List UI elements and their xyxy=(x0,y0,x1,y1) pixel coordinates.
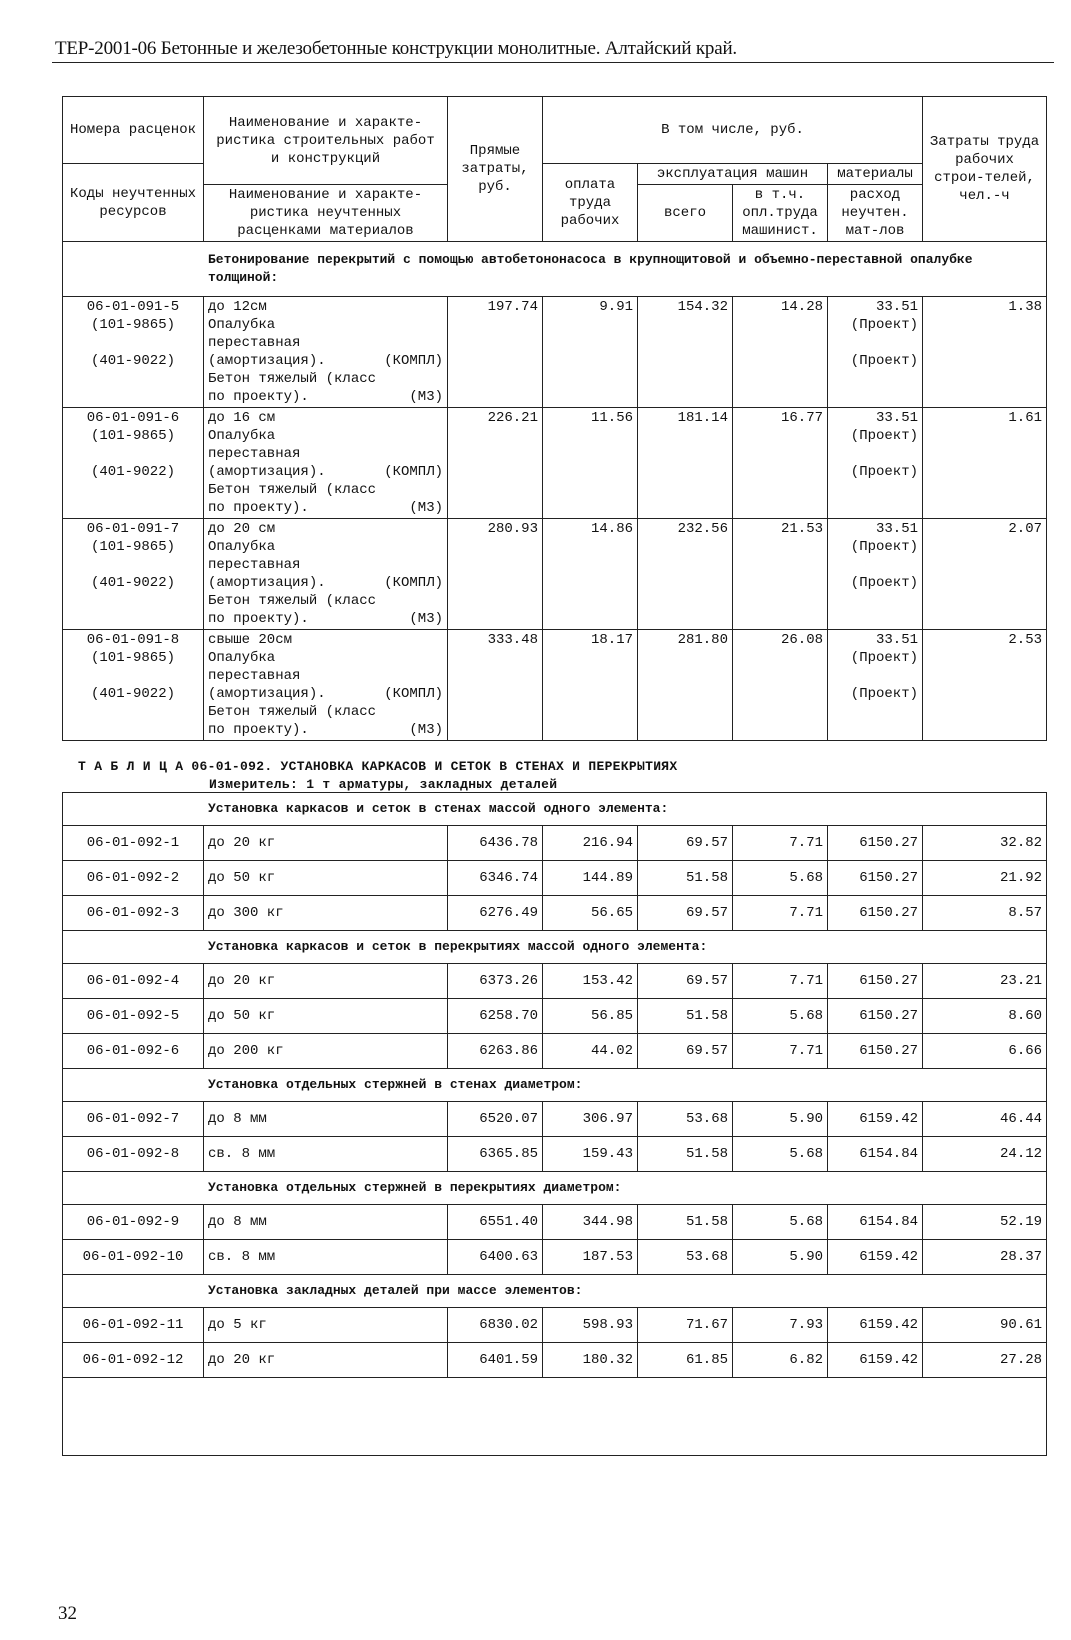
material-name: Бетон тяжелый (класс по проекту). xyxy=(208,593,377,627)
material-line xyxy=(208,649,443,703)
table-row xyxy=(63,519,1047,630)
table2-title-block xyxy=(78,758,678,794)
value-mach-pay: 26.08 xyxy=(733,630,828,741)
materials-cell xyxy=(828,408,923,519)
col-machines-total-header: всего xyxy=(638,185,733,242)
value-mat: 6150.27 xyxy=(828,964,923,999)
rate-code: 06-01-092-4 xyxy=(63,964,204,999)
value-mach: 232.56 xyxy=(638,519,733,630)
value-direct: 6400.63 xyxy=(448,1240,543,1275)
work-name: св. 8 мм xyxy=(204,1137,448,1172)
value-labor: 21.92 xyxy=(923,861,1047,896)
value-mach-pay: 5.90 xyxy=(733,1102,828,1137)
materials-cell xyxy=(828,519,923,630)
value-mach: 154.32 xyxy=(638,297,733,408)
section-row xyxy=(63,793,1047,826)
table-row xyxy=(63,1240,1047,1275)
table-row xyxy=(63,408,1047,519)
value-mach: 69.57 xyxy=(638,826,733,861)
value-pay: 56.85 xyxy=(543,999,638,1034)
resource-code: (401-9022) xyxy=(90,353,175,369)
rate-code: 06-01-092-12 xyxy=(63,1343,204,1378)
value-mat: 6159.42 xyxy=(828,1240,923,1275)
spacer xyxy=(832,667,918,685)
resource-code: (101-9865) xyxy=(90,317,175,333)
value-mat: 6150.27 xyxy=(828,999,923,1034)
rate-code: 06-01-092-7 xyxy=(63,1102,204,1137)
resource-code: (101-9865) xyxy=(90,539,175,555)
value-mach-pay: 7.71 xyxy=(733,826,828,861)
table-row xyxy=(63,964,1047,999)
value-mach: 69.57 xyxy=(638,896,733,931)
empty-cell xyxy=(63,1378,1047,1456)
material-line xyxy=(208,370,443,406)
work-name: до 20 см xyxy=(208,521,276,537)
value-mach: 53.68 xyxy=(638,1240,733,1275)
value-labor: 1.38 xyxy=(923,297,1047,408)
material-line xyxy=(208,703,443,739)
table1-section-row xyxy=(63,242,1047,297)
value-direct: 6365.85 xyxy=(448,1137,543,1172)
value-pay: 9.91 xyxy=(543,297,638,408)
value-labor: 28.37 xyxy=(923,1240,1047,1275)
value-mat: 6154.84 xyxy=(828,1205,923,1240)
value-mach-pay: 5.68 xyxy=(733,861,828,896)
value-mat: 6159.42 xyxy=(828,1308,923,1343)
spacer xyxy=(67,556,199,574)
table-row xyxy=(63,1102,1047,1137)
value-direct: 6436.78 xyxy=(448,826,543,861)
material-name: Опалубка переставная (амортизация). xyxy=(208,650,326,702)
value-labor: 23.21 xyxy=(923,964,1047,999)
value-mach: 51.58 xyxy=(638,1205,733,1240)
header-rule xyxy=(52,62,1054,63)
table-row xyxy=(63,826,1047,861)
work-name: до 8 мм xyxy=(204,1102,448,1137)
value-mach-pay: 7.71 xyxy=(733,964,828,999)
work-name: до 20 кг xyxy=(204,964,448,999)
value-direct: 333.48 xyxy=(448,630,543,741)
material-name: Бетон тяжелый (класс по проекту). xyxy=(208,371,377,405)
value-mat: 33.51 xyxy=(876,632,919,648)
table2-title: Т А Б Л И Ц А 06-01-092. УСТАНОВКА КАРКАСОВ И СЕТОК В СТЕНАХ И ПЕРЕКРЫТИЯХ xyxy=(78,759,678,774)
rate-code: 06-01-092-6 xyxy=(63,1034,204,1069)
rate-code-cell xyxy=(63,630,204,741)
table-row xyxy=(63,896,1047,931)
work-name: до 5 кг xyxy=(204,1308,448,1343)
value-mach-pay: 16.77 xyxy=(733,408,828,519)
running-header: ТЕР-2001-06 Бетонные и железобетонные конструкции монолитные. Алтайский край. xyxy=(55,38,737,59)
material-name: Опалубка переставная (амортизация). xyxy=(208,539,326,591)
value-direct: 280.93 xyxy=(448,519,543,630)
section-row xyxy=(63,931,1047,964)
col-machines-header: эксплуатация машин xyxy=(638,164,828,185)
value-mat: 6159.42 xyxy=(828,1343,923,1378)
col-including-header: В том числе, руб. xyxy=(543,97,923,164)
material-unit: (КОМПЛ) xyxy=(384,575,443,591)
value-labor: 2.53 xyxy=(923,630,1047,741)
table-row xyxy=(63,1205,1047,1240)
value-mach-pay: 21.53 xyxy=(733,519,828,630)
work-name-cell xyxy=(204,297,448,408)
value-labor: 8.57 xyxy=(923,896,1047,931)
spacer xyxy=(832,445,918,463)
value-mat: 33.51 xyxy=(876,521,919,537)
section-title: Установка отдельных стержней в стенах диаметром: xyxy=(63,1069,1047,1102)
rate-code: 06-01-092-11 xyxy=(63,1308,204,1343)
value-mach-pay: 7.71 xyxy=(733,1034,828,1069)
value-labor: 2.07 xyxy=(923,519,1047,630)
section-title: Установка каркасов и сеток в перекрытиях массой одного элемента: xyxy=(63,931,1047,964)
value-labor: 90.61 xyxy=(923,1308,1047,1343)
material-note: (Проект) xyxy=(850,650,919,666)
value-pay: 18.17 xyxy=(543,630,638,741)
materials-cell xyxy=(828,297,923,408)
value-mach-pay: 5.90 xyxy=(733,1240,828,1275)
value-direct: 6276.49 xyxy=(448,896,543,931)
section-row xyxy=(63,1069,1047,1102)
value-mach: 281.80 xyxy=(638,630,733,741)
rate-code: 06-01-092-5 xyxy=(63,999,204,1034)
rate-code: 06-01-091-5 xyxy=(86,299,180,315)
work-name: до 20 кг xyxy=(204,826,448,861)
col-machinist-pay-header: в т.ч. опл.труда машинист. xyxy=(733,185,828,242)
col-unaccounted-materials-header: Наименование и характе-ристика неучтенных расценками материалов xyxy=(204,185,448,242)
material-name: Опалубка переставная (амортизация). xyxy=(208,428,326,480)
value-mach: 51.58 xyxy=(638,999,733,1034)
material-line xyxy=(208,592,443,628)
table2-body xyxy=(63,793,1047,1456)
value-direct: 6520.07 xyxy=(448,1102,543,1137)
material-name: Бетон тяжелый (класс по проекту). xyxy=(208,482,377,516)
section-title: Установка закладных деталей при массе элементов: xyxy=(63,1275,1047,1308)
value-labor: 52.19 xyxy=(923,1205,1047,1240)
page-number: 32 xyxy=(58,1603,77,1624)
material-note: (Проект) xyxy=(850,353,919,369)
value-labor: 32.82 xyxy=(923,826,1047,861)
table1-body xyxy=(63,297,1047,741)
value-direct: 6263.86 xyxy=(448,1034,543,1069)
value-mach: 69.57 xyxy=(638,964,733,999)
work-name: до 50 кг xyxy=(204,999,448,1034)
rates-table-091 xyxy=(62,96,1047,741)
rate-code-cell xyxy=(63,408,204,519)
value-direct: 6346.74 xyxy=(448,861,543,896)
value-labor: 46.44 xyxy=(923,1102,1047,1137)
spacer xyxy=(832,556,918,574)
value-mach: 53.68 xyxy=(638,1102,733,1137)
rate-code: 06-01-091-7 xyxy=(86,521,180,537)
value-mach-pay: 5.68 xyxy=(733,999,828,1034)
value-labor: 6.66 xyxy=(923,1034,1047,1069)
value-pay: 14.86 xyxy=(543,519,638,630)
material-note: (Проект) xyxy=(850,317,919,333)
material-unit: (КОМПЛ) xyxy=(384,464,443,480)
col-labor-header: Затраты труда рабочих строи-телей, чел.-ч xyxy=(923,97,1047,242)
table-row xyxy=(63,630,1047,741)
col-work-name-header: Наименование и характе-ристика строительных работ и конструкций xyxy=(204,97,448,185)
table-row xyxy=(63,999,1047,1034)
work-name: до 300 кг xyxy=(204,896,448,931)
value-pay: 56.65 xyxy=(543,896,638,931)
value-mach-pay: 7.71 xyxy=(733,896,828,931)
material-unit: (М3) xyxy=(409,722,443,738)
value-direct: 197.74 xyxy=(448,297,543,408)
work-name: до 50 кг xyxy=(204,861,448,896)
col-materials-consumption-header: расход неучтен. мат-лов xyxy=(828,185,923,242)
value-direct: 6373.26 xyxy=(448,964,543,999)
value-direct: 6258.70 xyxy=(448,999,543,1034)
col-materials-header: материалы xyxy=(828,164,923,185)
material-unit: (М3) xyxy=(409,389,443,405)
value-pay: 11.56 xyxy=(543,408,638,519)
value-pay: 187.53 xyxy=(543,1240,638,1275)
value-mach: 51.58 xyxy=(638,1137,733,1172)
material-name: Бетон тяжелый (класс по проекту). xyxy=(208,704,377,738)
value-pay: 44.02 xyxy=(543,1034,638,1069)
table-row xyxy=(63,297,1047,408)
value-labor: 1.61 xyxy=(923,408,1047,519)
materials-cell xyxy=(828,630,923,741)
rate-code-cell xyxy=(63,297,204,408)
rate-code: 06-01-092-1 xyxy=(63,826,204,861)
table-row xyxy=(63,1137,1047,1172)
value-pay: 344.98 xyxy=(543,1205,638,1240)
value-mat: 6150.27 xyxy=(828,826,923,861)
value-mach: 51.58 xyxy=(638,861,733,896)
value-mat: 33.51 xyxy=(876,410,919,426)
value-direct: 226.21 xyxy=(448,408,543,519)
resource-code: (101-9865) xyxy=(90,650,175,666)
work-name: св. 8 мм xyxy=(204,1240,448,1275)
value-mat: 33.51 xyxy=(876,299,919,315)
col-direct-costs-header: Прямые затраты, руб. xyxy=(448,97,543,242)
table-row xyxy=(63,1308,1047,1343)
value-mach-pay: 14.28 xyxy=(733,297,828,408)
spacer xyxy=(67,334,199,352)
material-unit: (М3) xyxy=(409,611,443,627)
work-name: до 16 см xyxy=(208,410,276,426)
material-unit: (КОМПЛ) xyxy=(384,353,443,369)
material-line xyxy=(208,316,443,370)
table-row xyxy=(63,861,1047,896)
resource-code: (401-9022) xyxy=(90,575,175,591)
resource-code: (101-9865) xyxy=(90,428,175,444)
table-bottom-space xyxy=(63,1378,1047,1456)
material-unit: (КОМПЛ) xyxy=(384,686,443,702)
rates-table-092 xyxy=(62,792,1047,1456)
col-resource-codes-header: Коды неучтенных ресурсов xyxy=(63,164,204,242)
work-name: свыше 20см xyxy=(208,632,293,648)
value-pay: 153.42 xyxy=(543,964,638,999)
value-labor: 27.28 xyxy=(923,1343,1047,1378)
rate-code-cell xyxy=(63,519,204,630)
material-note: (Проект) xyxy=(850,575,919,591)
value-mach: 69.57 xyxy=(638,1034,733,1069)
material-line xyxy=(208,538,443,592)
section-row xyxy=(63,1275,1047,1308)
value-mat: 6150.27 xyxy=(828,896,923,931)
value-mach-pay: 5.68 xyxy=(733,1137,828,1172)
value-mach-pay: 6.82 xyxy=(733,1343,828,1378)
rate-code: 06-01-092-3 xyxy=(63,896,204,931)
work-name-cell xyxy=(204,408,448,519)
work-name: до 200 кг xyxy=(204,1034,448,1069)
section-title: Бетонирование перекрытий с помощью автобетононасоса в крупнощитовой и объемно-переставной опалубке толщиной: xyxy=(63,242,1047,297)
value-labor: 24.12 xyxy=(923,1137,1047,1172)
col-labor-pay-header: оплата труда рабочих xyxy=(543,164,638,242)
value-mach: 181.14 xyxy=(638,408,733,519)
value-direct: 6401.59 xyxy=(448,1343,543,1378)
value-mach-pay: 7.93 xyxy=(733,1308,828,1343)
rate-code: 06-01-092-2 xyxy=(63,861,204,896)
work-name-cell xyxy=(204,630,448,741)
table-row xyxy=(63,1343,1047,1378)
material-line xyxy=(208,427,443,481)
rate-code: 06-01-091-8 xyxy=(86,632,180,648)
material-note: (Проект) xyxy=(850,686,919,702)
spacer xyxy=(832,334,918,352)
rate-code: 06-01-092-8 xyxy=(63,1137,204,1172)
work-name-cell xyxy=(204,519,448,630)
value-pay: 598.93 xyxy=(543,1308,638,1343)
table1-header-row-1 xyxy=(63,97,1047,164)
value-pay: 159.43 xyxy=(543,1137,638,1172)
work-name: до 12см xyxy=(208,299,267,315)
rate-code: 06-01-091-6 xyxy=(86,410,180,426)
value-mach: 61.85 xyxy=(638,1343,733,1378)
material-note: (Проект) xyxy=(850,464,919,480)
value-pay: 216.94 xyxy=(543,826,638,861)
value-pay: 144.89 xyxy=(543,861,638,896)
material-name: Опалубка переставная (амортизация). xyxy=(208,317,326,369)
value-direct: 6551.40 xyxy=(448,1205,543,1240)
section-row xyxy=(63,1172,1047,1205)
rate-code: 06-01-092-9 xyxy=(63,1205,204,1240)
rate-code: 06-01-092-10 xyxy=(63,1240,204,1275)
value-mat: 6159.42 xyxy=(828,1102,923,1137)
value-labor: 8.60 xyxy=(923,999,1047,1034)
value-mat: 6150.27 xyxy=(828,1034,923,1069)
material-unit: (М3) xyxy=(409,500,443,516)
resource-code: (401-9022) xyxy=(90,686,175,702)
material-note: (Проект) xyxy=(850,428,919,444)
col-rate-numbers-header: Номера расценок xyxy=(63,97,204,164)
value-mach: 71.67 xyxy=(638,1308,733,1343)
value-mach-pay: 5.68 xyxy=(733,1205,828,1240)
value-mat: 6154.84 xyxy=(828,1137,923,1172)
material-line xyxy=(208,481,443,517)
section-title: Установка отдельных стержней в перекрытиях диаметром: xyxy=(63,1172,1047,1205)
work-name: до 8 мм xyxy=(204,1205,448,1240)
value-pay: 306.97 xyxy=(543,1102,638,1137)
table2-unit: Измеритель: 1 т арматуры, закладных деталей xyxy=(209,777,558,792)
table-row xyxy=(63,1034,1047,1069)
resource-code: (401-9022) xyxy=(90,464,175,480)
value-direct: 6830.02 xyxy=(448,1308,543,1343)
material-note: (Проект) xyxy=(850,539,919,555)
section-title: Установка каркасов и сеток в стенах массой одного элемента: xyxy=(63,793,1047,826)
work-name: до 20 кг xyxy=(204,1343,448,1378)
spacer xyxy=(67,667,199,685)
spacer xyxy=(67,445,199,463)
value-pay: 180.32 xyxy=(543,1343,638,1378)
value-mat: 6150.27 xyxy=(828,861,923,896)
